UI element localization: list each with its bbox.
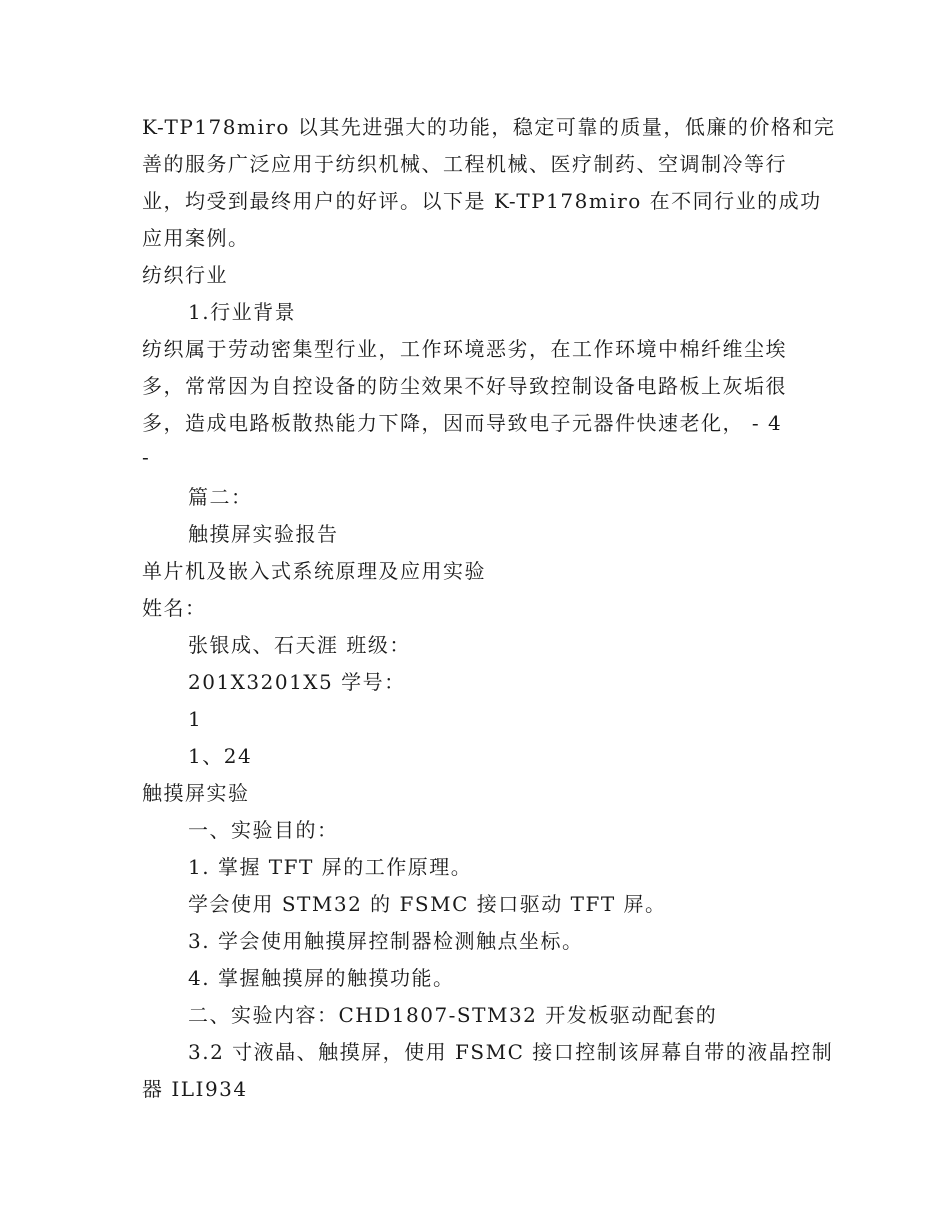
course-title: 单片机及嵌入式系统原理及应用实验 bbox=[142, 559, 486, 583]
intro-line-3: 业，均受到最终用户的好评。以下是 K-TP178miro 在不同行业的成功 bbox=[142, 189, 822, 213]
textile-body-line-2: 多，常常因为自控设备的防尘效果不好导致控制设备电路板上灰垢很 bbox=[142, 374, 787, 398]
intro-line-4: 应用案例。 bbox=[142, 226, 250, 250]
content-heading: 二、实验内容：CHD1807-STM32 开发板驱动配套的 bbox=[188, 1003, 718, 1027]
subheading-industry-background: 1.行业背景 bbox=[188, 300, 297, 324]
purpose-item-3: 3. 学会使用触摸屏控制器检测触点坐标。 bbox=[188, 929, 584, 953]
report-title: 触摸屏实验报告 bbox=[188, 522, 339, 546]
names-class-line: 张银成、石天涯 班级： bbox=[188, 633, 411, 657]
section-heading-textile: 纺织行业 bbox=[142, 263, 228, 287]
textile-body-line-3: 多，造成电路板散热能力下降，因而导致电子元器件快速老化， - 4 bbox=[142, 411, 783, 435]
name-label: 姓名： bbox=[142, 596, 207, 620]
purpose-item-2: 学会使用 STM32 的 FSMC 接口驱动 TFT 屏。 bbox=[188, 892, 667, 916]
class-id-line: 201X3201X5 学号： bbox=[188, 670, 406, 694]
intro-line-1: K-TP178miro 以其先进强大的功能，稳定可靠的质量，低廉的价格和完 bbox=[142, 115, 836, 139]
experiment-title: 触摸屏实验 bbox=[142, 781, 250, 805]
textile-body-line-4: - bbox=[142, 445, 151, 469]
content-body-line-1: 3.2 寸液晶、触摸屏，使用 FSMC 接口控制该屏幕自带的液晶控制 bbox=[188, 1040, 834, 1064]
textile-body-line-1: 纺织属于劳动密集型行业，工作环境恶劣，在工作环境中棉纤维尘埃 bbox=[142, 337, 787, 361]
intro-line-2: 善的服务广泛应用于纺织机械、工程机械、医疗制药、空调制冷等行 bbox=[142, 152, 787, 176]
content-body-line-2: 器 ILI934 bbox=[142, 1077, 248, 1101]
student-id-line-2: 1、24 bbox=[188, 744, 253, 768]
part-two-heading: 篇二： bbox=[188, 485, 253, 509]
student-id-line-1: 1 bbox=[188, 707, 203, 731]
purpose-item-1: 1. 掌握 TFT 屏的工作原理。 bbox=[188, 855, 473, 879]
purpose-heading: 一、实验目的： bbox=[188, 818, 339, 842]
purpose-item-4: 4. 掌握触摸屏的触摸功能。 bbox=[188, 966, 455, 990]
